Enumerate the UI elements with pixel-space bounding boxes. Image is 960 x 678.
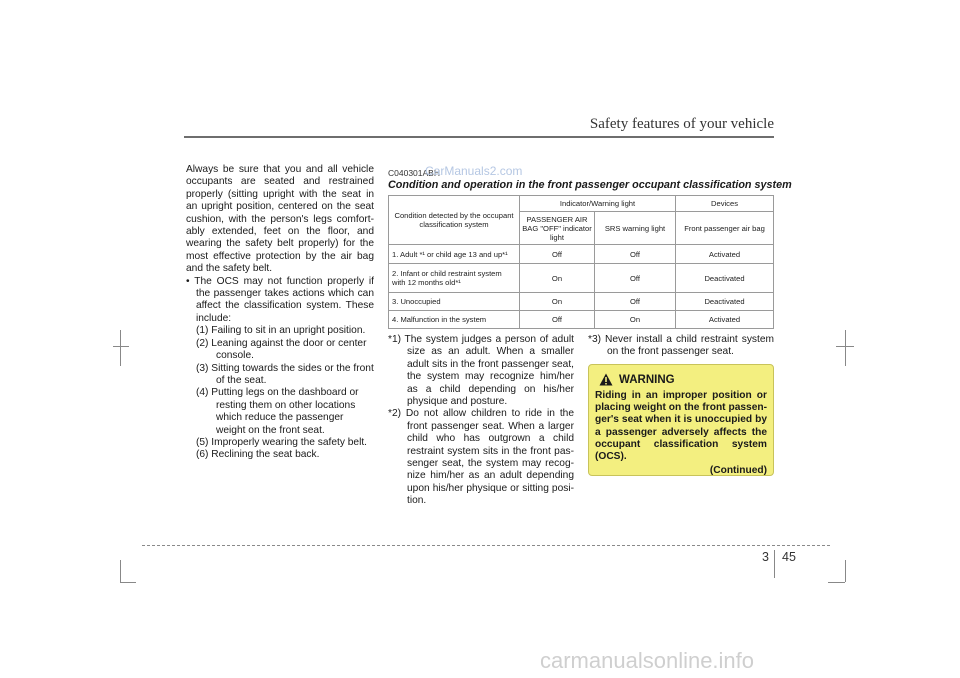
row-condition: 3. Unoccupied — [389, 293, 520, 311]
footnotes-left — [388, 334, 574, 508]
warning-box — [588, 364, 774, 476]
footer-rule — [142, 545, 830, 546]
crop-mark — [113, 346, 129, 347]
list-item: (4) Putting legs on the dashboard or resting them on other locations which reduce the passenger weight on the front seat. — [196, 387, 359, 436]
header-indicator: Indicator/Warning light — [520, 196, 676, 212]
list-item: (1) Failing to sit in an upright position. — [196, 325, 366, 337]
crop-mark — [836, 346, 854, 347]
row-condition: 1. Adult *¹ or child age 13 and up*¹ — [389, 245, 520, 264]
crop-mark — [828, 582, 845, 583]
row-srs: On — [595, 311, 676, 329]
table-row — [389, 264, 774, 293]
page-number: 45 — [782, 550, 796, 564]
ocs-actions-list — [186, 325, 374, 461]
row-passenger: Off — [520, 311, 595, 329]
crop-mark — [120, 560, 121, 582]
row-condition: 2. Infant or child restraint system with 12 months old*¹ — [389, 264, 520, 293]
row-srs: Off — [595, 245, 676, 264]
classification-table — [388, 195, 774, 329]
footnote-2: *2) Do not allow children to ride in the front passenger seat. When a larger child who has outgrown a child restraint system sits in the front pas-senger seat, the system may recog-nize him/her as an adult depending upon his/her physique or sitting posi-tion. — [388, 408, 574, 507]
footnote-1: *1) The system judges a person of adult size as an adult. When a smaller adult sits in the front passenger seat, the system may recognize him/her as a child depending on his/her physique and posture. — [388, 334, 574, 408]
list-item: (3) Sitting towards the sides or the front of the seat. — [196, 362, 374, 386]
warning-header — [599, 373, 767, 386]
row-airbag: Deactivated — [676, 293, 774, 311]
section-title: Condition and operation in the front passenger occupant classification system — [388, 179, 792, 191]
watermark-text: CarManuals2.com — [425, 164, 523, 178]
crop-mark — [845, 560, 846, 582]
warning-continued: (Continued) — [709, 465, 767, 477]
row-srs: Off — [595, 264, 676, 293]
header-condition: Condition detected by the occupant classification system — [389, 196, 520, 245]
table-row — [389, 293, 774, 311]
list-item: (2) Leaning against the door or center console. — [196, 337, 367, 362]
crop-mark — [120, 582, 136, 583]
crop-mark — [845, 330, 846, 366]
subheader-front-airbag: Front passenger air bag — [676, 212, 774, 245]
section-code: C040301ABH — [388, 168, 440, 178]
footnotes-right — [588, 334, 774, 359]
table-row — [389, 311, 774, 329]
list-item: (6) Reclining the seat back. — [196, 449, 320, 461]
warning-triangle-icon — [599, 373, 613, 386]
crop-mark — [120, 330, 121, 366]
ocs-bullet: • The OCS may not function properly if the passenger takes actions which can affect the classification system. These include: — [186, 275, 374, 324]
table-row — [389, 245, 774, 264]
list-item: (5) Improperly wearing the safety belt. — [196, 436, 367, 448]
row-passenger: On — [520, 264, 595, 293]
subheader-srs-light: SRS warning light — [595, 212, 676, 245]
footnote-3: *3) Never install a child restraint system on the front passenger seat. — [588, 334, 774, 358]
warning-body: Riding in an improper position or placing weight on the front passen-ger's seat when it is unoccupied by a passenger adversely affects the occupant classification system (OCS). — [595, 390, 767, 463]
subheader-passenger-indicator: PASSENGER AIR BAG "OFF" indicator light — [520, 212, 595, 245]
row-passenger: On — [520, 293, 595, 311]
row-airbag: Deactivated — [676, 264, 774, 293]
section-number: 3 — [762, 550, 769, 564]
row-airbag: Activated — [676, 311, 774, 329]
header-rule — [184, 136, 774, 138]
warning-title: WARNING — [619, 373, 675, 386]
row-airbag: Activated — [676, 245, 774, 264]
row-passenger: Off — [520, 245, 595, 264]
left-column — [186, 164, 374, 462]
row-condition: 4. Malfunction in the system — [389, 311, 520, 329]
row-srs: Off — [595, 293, 676, 311]
intro-paragraph: Always be sure that you and all vehicle occupants are seated and restrained properly (sitting upright with the seat in an upright position, centered on the seat cushion, with the person's legs comfort-ably extended, feet on the floor, and wearing the safety belt properly) for the most effective protection by the air bag and the safety belt. — [186, 164, 374, 275]
footer-watermark: carmanualsonline.info — [540, 648, 755, 673]
page-number-divider — [774, 550, 775, 578]
page-header-title: Safety features of your vehicle — [589, 116, 774, 132]
header-devices: Devices — [676, 196, 774, 212]
